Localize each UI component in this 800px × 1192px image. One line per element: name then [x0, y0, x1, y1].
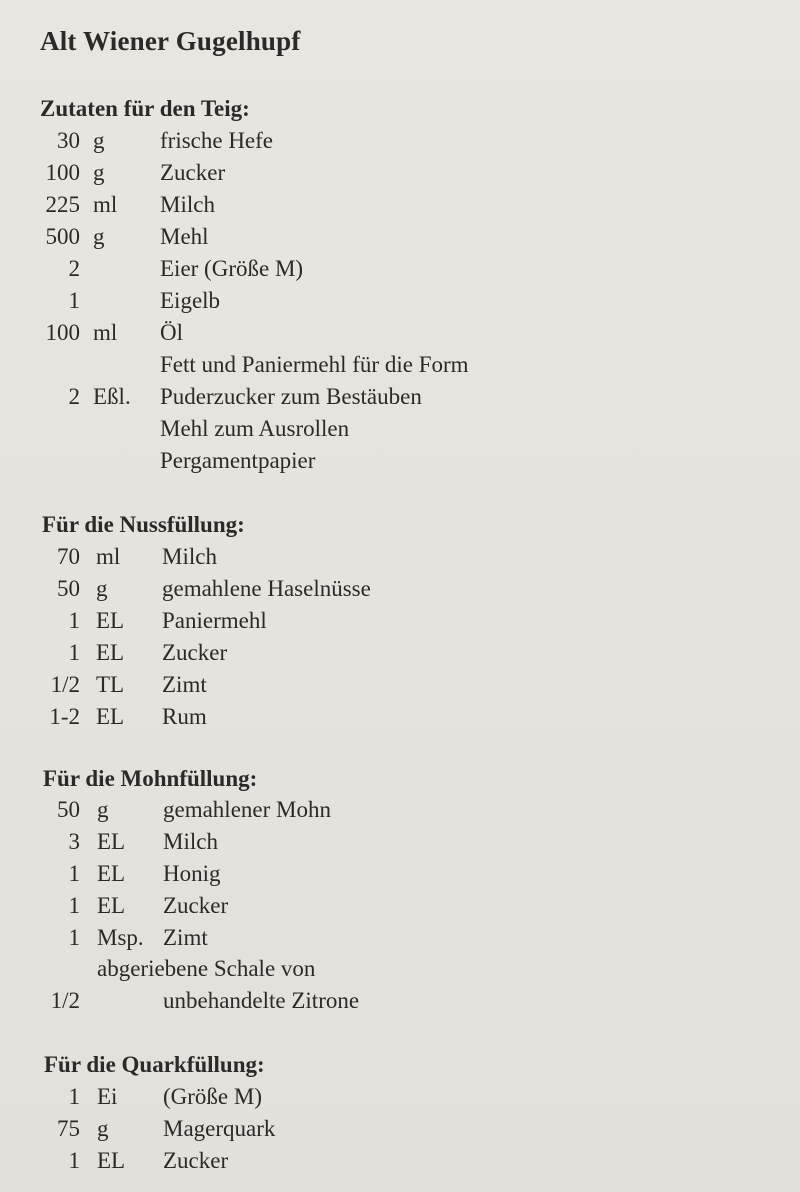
- ingredient-unit: Msp.: [97, 925, 144, 950]
- ingredient-quantity: 50: [57, 576, 80, 601]
- section-heading-teig: Zutaten für den Teig:: [40, 96, 250, 121]
- ingredient-row: [0, 352, 800, 384]
- section-heading-nussfuellung: Für die Nussfüllung:: [42, 512, 245, 537]
- ingredient-quantity: 1-2: [49, 704, 80, 729]
- ingredient-name: gemahlener Mohn: [163, 797, 331, 822]
- ingredient-unit: Eßl.: [93, 384, 131, 409]
- ingredient-unit: g: [96, 576, 108, 601]
- ingredient-row: [0, 1116, 800, 1148]
- ingredient-quantity: 30: [57, 128, 80, 153]
- ingredient-quantity: 1: [68, 1148, 80, 1173]
- ingredient-quantity: 2: [68, 256, 80, 281]
- ingredient-quantity: 1: [68, 288, 80, 313]
- ingredient-quantity: 50: [57, 797, 80, 822]
- ingredient-name: Zimt: [162, 672, 207, 697]
- ingredient-row: [0, 416, 800, 448]
- ingredient-row: [0, 797, 800, 829]
- ingredient-quantity: 2: [68, 384, 80, 409]
- ingredient-name: Honig: [163, 861, 221, 886]
- ingredient-row: [0, 925, 800, 957]
- ingredient-name: Zucker: [160, 160, 226, 185]
- ingredient-name: Paniermehl: [162, 608, 267, 633]
- ingredient-row: [0, 448, 800, 480]
- ingredient-unit: TL: [96, 672, 125, 697]
- ingredient-name: Eier (Größe M): [160, 256, 304, 281]
- ingredient-name: Puderzucker zum Bestäuben: [160, 384, 422, 409]
- ingredient-unit: ml: [96, 544, 121, 569]
- ingredient-unit: EL: [96, 608, 125, 633]
- ingredient-row: [0, 576, 800, 608]
- ingredient-unit: ml: [93, 320, 118, 345]
- section-heading-mohnfuellung: Für die Mohnfüllung:: [43, 766, 258, 791]
- ingredient-quantity: 1/2: [50, 988, 80, 1013]
- ingredient-unit: Ei: [97, 1084, 118, 1109]
- recipe-title: Alt Wiener Gugelhupf: [40, 26, 301, 56]
- ingredient-name: Zucker: [162, 640, 228, 665]
- ingredient-name: Zucker: [163, 893, 229, 918]
- ingredient-unit: g: [97, 797, 109, 822]
- ingredient-row: [0, 640, 800, 672]
- ingredient-unit: g: [97, 1116, 109, 1141]
- ingredient-unit: EL: [97, 861, 126, 886]
- ingredient-unit: EL: [97, 1148, 126, 1173]
- ingredient-unit: g: [93, 128, 105, 153]
- ingredient-name: unbehandelte Zitrone: [163, 988, 360, 1013]
- ingredient-quantity: 1: [68, 640, 80, 665]
- ingredient-name: Eigelb: [160, 288, 221, 313]
- ingredient-quantity: 75: [57, 1116, 80, 1141]
- ingredient-row: [0, 988, 800, 1020]
- ingredient-row: [0, 544, 800, 576]
- ingredient-quantity: 1/2: [50, 672, 80, 697]
- ingredient-quantity: 1: [68, 608, 80, 633]
- ingredient-row: [0, 128, 800, 160]
- ingredient-quantity: 70: [57, 544, 80, 569]
- ingredient-note: abgeriebene Schale von: [97, 956, 316, 981]
- ingredient-name: Milch: [160, 192, 215, 217]
- ingredient-name: Zimt: [163, 925, 208, 950]
- ingredient-row: [0, 861, 800, 893]
- ingredient-row: [0, 608, 800, 640]
- ingredient-row: [0, 893, 800, 925]
- ingredient-name: Mehl zum Ausrollen: [160, 416, 350, 441]
- ingredient-name: Milch: [163, 829, 218, 854]
- ingredient-unit: EL: [97, 829, 126, 854]
- ingredient-row: [0, 1148, 800, 1180]
- ingredient-row: [0, 829, 800, 861]
- ingredient-unit: EL: [96, 704, 125, 729]
- ingredient-name: Rum: [162, 704, 207, 729]
- ingredient-row: [0, 288, 800, 320]
- ingredient-name: (Größe M): [163, 1084, 262, 1109]
- ingredient-quantity: 100: [45, 320, 80, 345]
- ingredient-row: [0, 1084, 800, 1116]
- ingredient-row: [0, 192, 800, 224]
- ingredient-name: Zucker: [163, 1148, 229, 1173]
- ingredient-name: gemahlene Haselnüsse: [162, 576, 371, 601]
- ingredient-name: Öl: [160, 320, 183, 345]
- section-heading-quarkfuellung: Für die Quarkfüllung:: [44, 1052, 265, 1077]
- ingredient-row: [0, 320, 800, 352]
- ingredient-name: Mehl: [160, 224, 209, 249]
- ingredient-name: Pergamentpapier: [160, 448, 316, 473]
- ingredient-name: Milch: [162, 544, 217, 569]
- ingredient-quantity: 225: [45, 192, 80, 217]
- ingredient-quantity: 1: [68, 1084, 80, 1109]
- ingredient-row: [0, 224, 800, 256]
- ingredient-row: [0, 384, 800, 416]
- ingredient-row: [0, 672, 800, 704]
- ingredient-row: [0, 956, 800, 988]
- ingredient-quantity: 1: [68, 893, 80, 918]
- ingredient-name: Fett und Paniermehl für die Form: [160, 352, 469, 377]
- ingredient-quantity: 500: [45, 224, 80, 249]
- ingredient-name: Magerquark: [163, 1116, 276, 1141]
- ingredient-quantity: 1: [68, 861, 80, 886]
- ingredient-quantity: 1: [68, 925, 80, 950]
- ingredient-unit: g: [93, 224, 105, 249]
- ingredient-quantity: 100: [45, 160, 80, 185]
- ingredient-name: frische Hefe: [160, 128, 274, 153]
- ingredient-row: [0, 160, 800, 192]
- ingredient-unit: ml: [93, 192, 118, 217]
- ingredient-unit: g: [93, 160, 105, 185]
- ingredient-unit: EL: [96, 640, 125, 665]
- ingredient-row: [0, 704, 800, 736]
- ingredient-unit: EL: [97, 893, 126, 918]
- ingredient-row: [0, 256, 800, 288]
- ingredient-quantity: 3: [68, 829, 80, 854]
